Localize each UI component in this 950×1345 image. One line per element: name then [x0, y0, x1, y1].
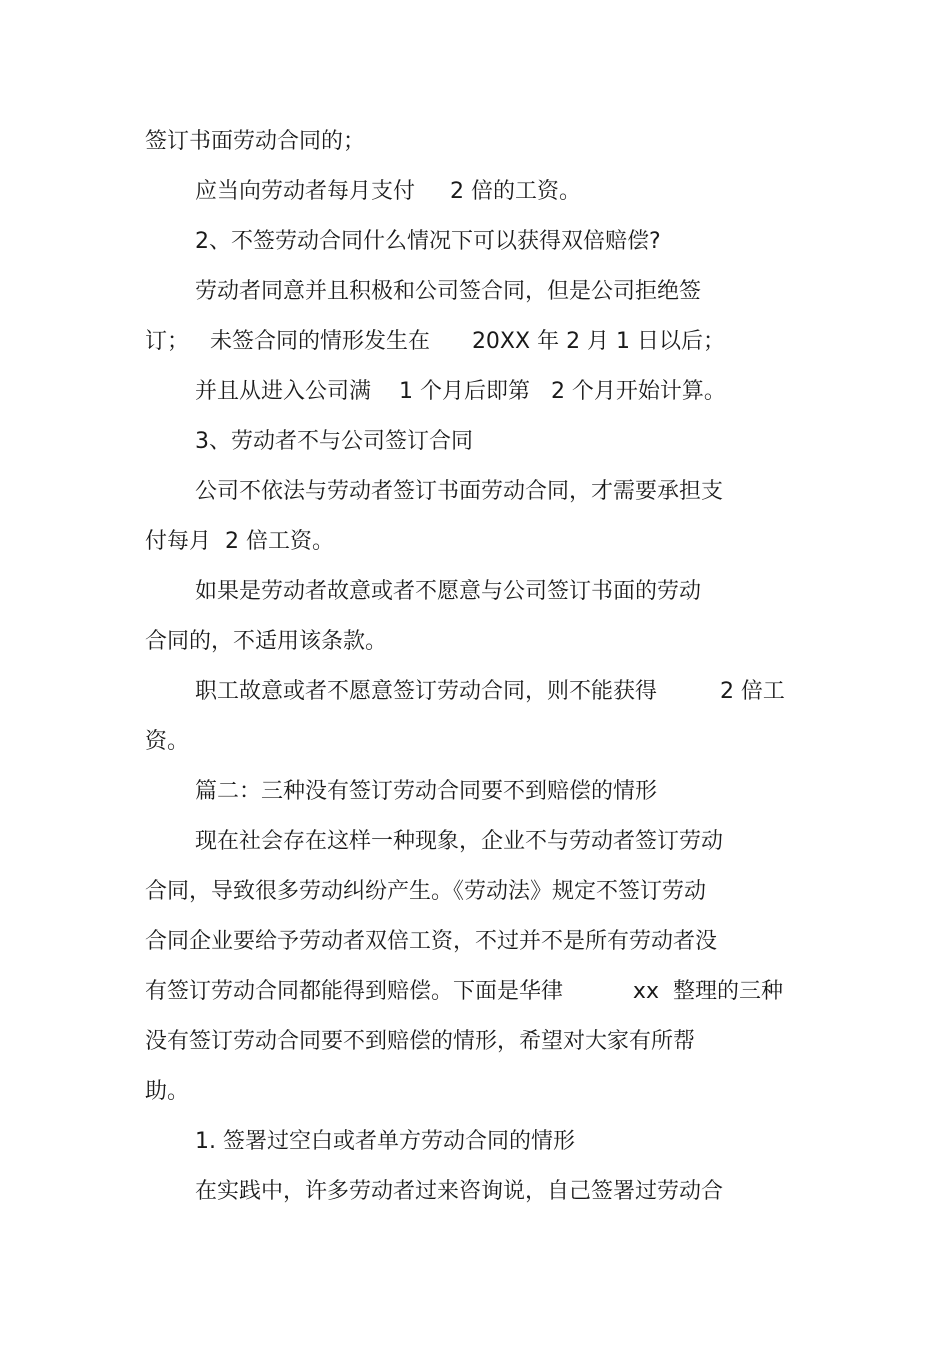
text-line: 资。 — [145, 729, 190, 754]
text-line: 公司不依法与劳动者签订书面劳动合同，才需要承担支 — [195, 479, 724, 504]
text-line: 有签订劳动合同都能得到赔偿。下面是华律 xx 整理的三种 — [145, 979, 783, 1004]
text-line: 订； 未签合同的情形发生在 20XX 年 2 月 1 日以后； — [145, 329, 726, 354]
text-line: 并且从进入公司满 1 个月后即第 2 个月开始计算。 — [195, 379, 726, 404]
text-line: 付每月 2 倍工资。 — [145, 529, 334, 554]
section-heading: 2、不签劳动合同什么情况下可以获得双倍赔偿? — [195, 229, 661, 254]
text-line: 助。 — [145, 1079, 190, 1104]
text-line: 应当向劳动者每月支付 2 倍的工资。 — [195, 179, 581, 204]
text-line: 没有签订劳动合同要不到赔偿的情形，希望对大家有所帮 — [145, 1029, 696, 1054]
text-line: 签订书面劳动合同的； — [145, 129, 366, 154]
text-line: 合同的，不适用该条款。 — [145, 629, 388, 654]
text-line: 职工故意或者不愿意签订劳动合同，则不能获得 2 倍工 — [195, 679, 785, 704]
section-heading: 1. 签署过空白或者单方劳动合同的情形 — [195, 1129, 575, 1154]
section-heading: 篇二：三种没有签订劳动合同要不到赔偿的情形 — [195, 779, 658, 804]
section-heading: 3、劳动者不与公司签订合同 — [195, 429, 473, 454]
text-line: 合同，导致很多劳动纠纷产生。《劳动法》规定不签订劳动 — [145, 879, 707, 904]
text-line: 劳动者同意并且积极和公司签合同，但是公司拒绝签 — [195, 279, 702, 304]
text-line: 现在社会存在这样一种现象，企业不与劳动者签订劳动 — [195, 829, 724, 854]
text-line: 合同企业要给予劳动者双倍工资，不过并不是所有劳动者没 — [145, 929, 718, 954]
text-line: 如果是劳动者故意或者不愿意与公司签订书面的劳动 — [195, 579, 702, 604]
text-line: 在实践中，许多劳动者过来咨询说，自己签署过劳动合 — [195, 1179, 724, 1204]
